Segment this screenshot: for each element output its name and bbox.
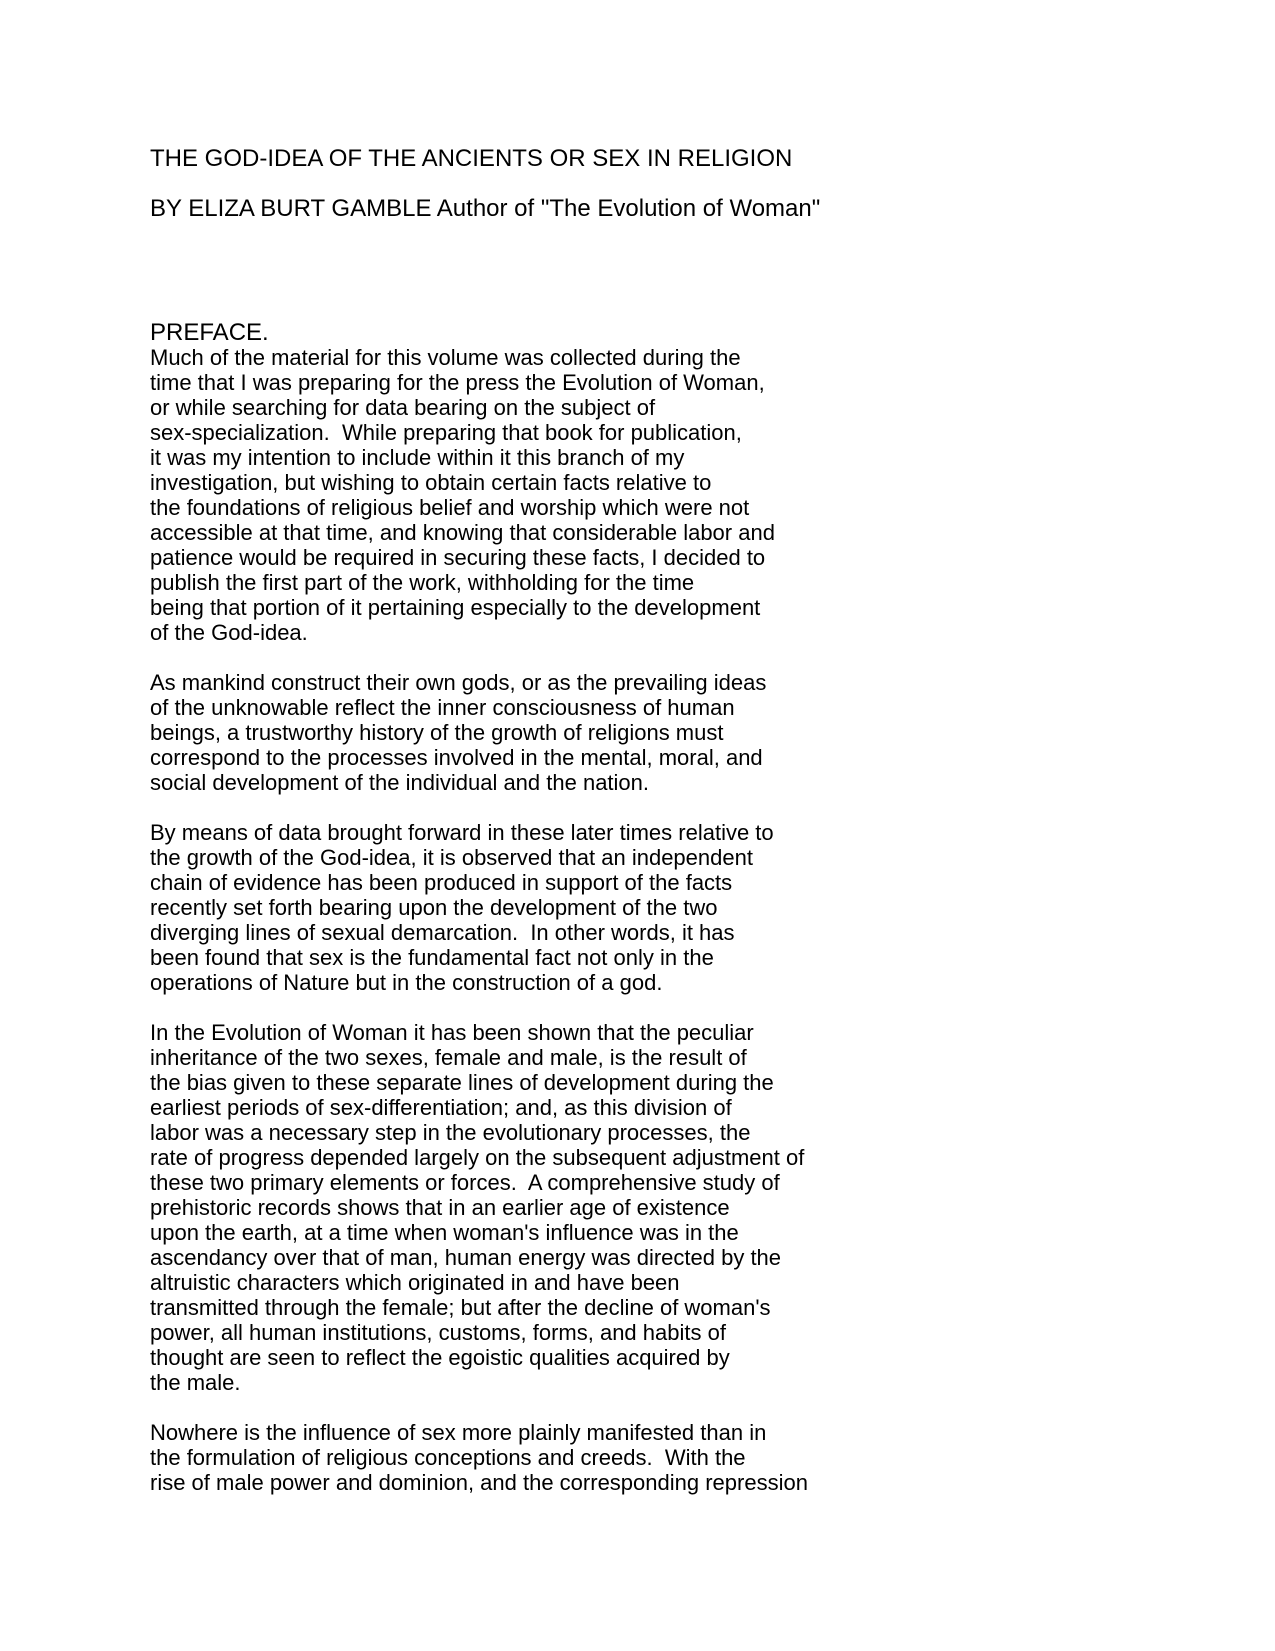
paragraph: Much of the material for this volume was collected during the time that I was preparing for the press the Evolution of Woman, or while searching for data bearing on the subject of sex-specialization. While preparing that book for publication, it was my intention to include within it this branch of my investigation, but wishing to obtain certain facts relative to the foundations of religious belief and worship which were not accessible at that time, and knowing that considerable labor and patience would be required in securing these facts, I decided to publish the first part of the work, withholding for the time being that portion of it pertaining especially to the development of the God-idea.: [150, 345, 775, 645]
document-title: THE GOD-IDEA OF THE ANCIENTS OR SEX IN RELIGION: [150, 145, 793, 172]
paragraph: By means of data brought forward in these later times relative to the growth of the God-idea, it is observed that an independent chain of evidence has been produced in support of the facts recently set forth bearing upon the development of the two diverging lines of sexual demarcation. In other words, it has been found that sex is the fundamental fact not only in the operations of Nature but in the construction of a god.: [150, 820, 774, 995]
preface-heading: PREFACE.: [150, 319, 269, 346]
paragraph: In the Evolution of Woman it has been shown that the peculiar inheritance of the two sexes, female and male, is the result of the bias given to these separate lines of development during the earliest periods of sex-differentiation; and, as this division of labor was a necessary step in the evolutionary processes, the rate of progress depended largely on the subsequent adjustment of these two primary elements or forces. A comprehensive study of prehistoric records shows that in an earlier age of existence upon the earth, at a time when woman's influence was in the ascendancy over that of man, human energy was directed by the altruistic characters which originated in and have been transmitted through the female; but after the decline of woman's power, all human institutions, customs, forms, and habits of thought are seen to reflect the egoistic qualities acquired by the male.: [150, 1020, 805, 1395]
author-byline: BY ELIZA BURT GAMBLE Author of "The Evolution of Woman": [150, 195, 821, 222]
paragraph: Nowhere is the influence of sex more plainly manifested than in the formulation of religious conceptions and creeds. With the rise of male power and dominion, and the corresponding repression: [150, 1420, 808, 1495]
paragraph: As mankind construct their own gods, or as the prevailing ideas of the unknowable reflect the inner consciousness of human beings, a trustworthy history of the growth of religions must correspond to the processes involved in the mental, moral, and social development of the individual and the nation.: [150, 670, 767, 795]
